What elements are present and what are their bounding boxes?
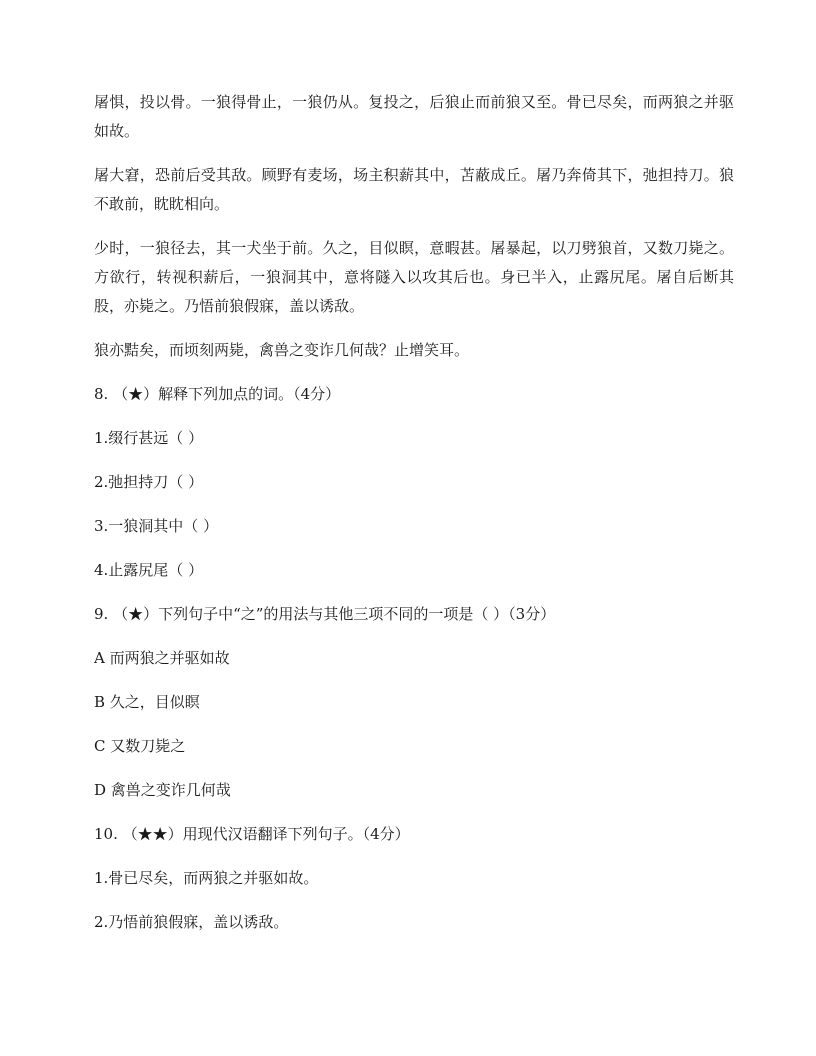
question-8-title: 8. （★）解释下列加点的词。（4分）	[94, 385, 341, 403]
passage-paragraph-4: 狼亦黠矣，而顷刻两毙，禽兽之变诈几何哉？止增笑耳。	[94, 341, 470, 359]
question-8-item-3: 3.一狼洞其中（ ）	[94, 517, 219, 535]
question-9-option-c: C 又数刀毙之	[94, 737, 186, 755]
question-8-item-4: 4.止露尻尾（ ）	[94, 561, 204, 579]
question-8-item-1: 1.缀行甚远（ ）	[94, 429, 204, 447]
question-10-item-2: 2.乃悟前狼假寐，盖以诱敌。	[94, 913, 289, 931]
question-9-title: 9. （★）下列句子中“之”的用法与其他三项不同的一项是（ ）（3分）	[94, 605, 556, 623]
passage-paragraph-3: 少时，一狼径去，其一犬坐于前。久之，目似瞑，意暇甚。屠暴起，以刀劈狼首，又数刀毙之。方欲行，转视积薪后，一狼洞其中，意将隧入以攻其后也。身已半入，止露尻尾。屠自后断其股，亦毙之。乃悟前狼假寐，盖以诱敌。	[94, 239, 734, 315]
question-10-title: 10. （★★）用现代汉语翻译下列句子。（4分）	[94, 825, 410, 843]
passage-paragraph-2: 屠大窘，恐前后受其敌。顾野有麦场，场主积薪其中，苫蔽成丘。屠乃奔倚其下，弛担持刀。狼不敢前，眈眈相向。	[94, 166, 734, 213]
question-9-option-b: B 久之，目似瞑	[94, 693, 200, 711]
question-10-item-1: 1.骨已尽矣，而两狼之并驱如故。	[94, 869, 319, 887]
question-8-item-2: 2.弛担持刀（ ）	[94, 473, 204, 491]
document-page	[94, 88, 734, 952]
passage-paragraph-1: 屠惧，投以骨。一狼得骨止，一狼仍从。复投之，后狼止而前狼又至。骨已尽矣，而两狼之并驱如故。	[94, 93, 734, 140]
question-9-option-a: A 而两狼之并驱如故	[94, 649, 230, 667]
question-9-option-d: D 禽兽之变诈几何哉	[94, 781, 231, 799]
